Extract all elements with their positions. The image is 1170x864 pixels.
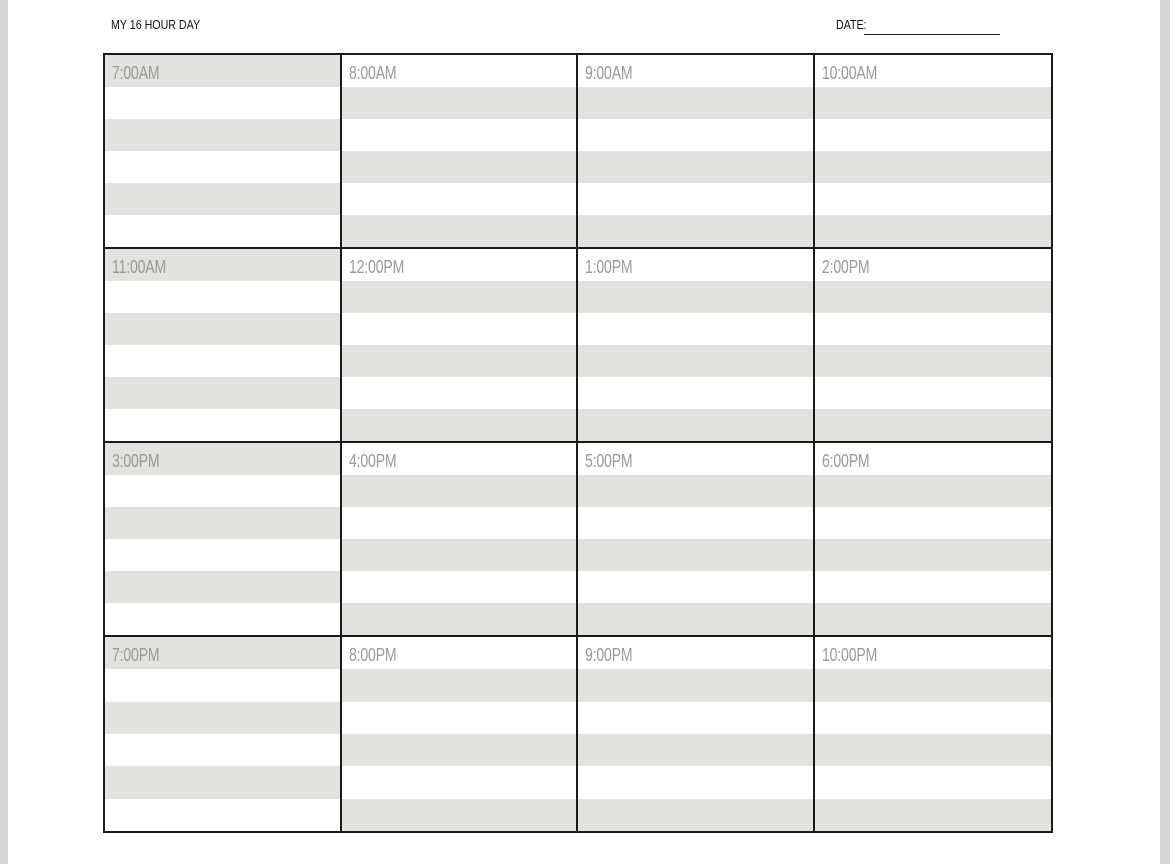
time-slot-label: 8:00PM [348,645,396,665]
writing-line[interactable] [105,151,340,183]
time-slot-cell[interactable] [105,637,342,831]
writing-line[interactable] [578,734,813,766]
writing-line[interactable] [342,799,577,831]
writing-line[interactable] [342,539,577,571]
writing-line[interactable] [342,507,577,539]
time-slot-label: 7:00AM [112,63,160,83]
time-slot-cell[interactable] [342,55,579,249]
time-slot-cell[interactable] [342,249,579,443]
writing-line[interactable] [578,183,813,215]
writing-line[interactable] [815,119,1052,151]
writing-line[interactable] [342,669,577,701]
time-slot-cell[interactable] [342,443,579,637]
writing-line[interactable] [815,669,1052,701]
writing-line[interactable] [342,766,577,798]
time-slot-cell[interactable] [105,55,342,249]
hour-grid [103,53,1053,833]
writing-line[interactable] [815,345,1052,377]
time-slot-cell[interactable] [815,637,1052,831]
writing-line[interactable] [578,377,813,409]
time-slot-label: 5:00PM [585,451,633,471]
writing-line[interactable] [105,313,340,345]
writing-line[interactable] [815,151,1052,183]
time-slot-label: 6:00PM [821,451,869,471]
writing-line[interactable] [105,475,340,507]
writing-line[interactable] [815,539,1052,571]
writing-line[interactable] [815,766,1052,798]
writing-line[interactable] [105,345,340,377]
writing-line[interactable] [578,87,813,119]
writing-line[interactable] [342,313,577,345]
time-slot-cell[interactable] [578,249,815,443]
writing-line[interactable] [342,151,577,183]
writing-line[interactable] [578,669,813,701]
writing-line[interactable] [578,539,813,571]
writing-line[interactable] [105,702,340,734]
writing-line[interactable] [342,734,577,766]
writing-line[interactable] [105,183,340,215]
writing-line[interactable] [105,669,340,701]
writing-line[interactable] [342,603,577,635]
writing-line[interactable] [105,507,340,539]
time-slot-cell[interactable] [815,443,1052,637]
writing-line[interactable] [815,87,1052,119]
writing-line[interactable] [342,87,577,119]
time-slot-label: 1:00PM [585,257,633,277]
writing-line[interactable] [578,571,813,603]
time-slot-label: 9:00AM [585,63,633,83]
time-slot-label: 11:00AM [112,257,167,277]
writing-line[interactable] [578,281,813,313]
time-slot-label: 10:00AM [821,63,877,83]
writing-line[interactable] [105,734,340,766]
writing-line[interactable] [578,409,813,441]
writing-line[interactable] [578,507,813,539]
time-slot-label: 12:00PM [348,257,404,277]
time-slot-label: 10:00PM [821,645,877,665]
writing-line[interactable] [342,345,577,377]
writing-line[interactable] [105,799,340,831]
writing-line[interactable] [815,409,1052,441]
planner-page [8,0,1160,864]
writing-line[interactable] [815,571,1052,603]
writing-line[interactable] [578,766,813,798]
writing-line[interactable] [105,119,340,151]
writing-line[interactable] [578,215,813,247]
time-slot-cell[interactable] [342,637,579,831]
time-slot-cell[interactable] [105,443,342,637]
writing-line[interactable] [578,799,813,831]
page-title: MY 16 HOUR DAY [111,17,201,32]
writing-line[interactable] [342,475,577,507]
date-label: DATE: [836,17,867,32]
time-slot-cell[interactable] [578,55,815,249]
writing-line[interactable] [105,377,340,409]
time-slot-cell[interactable] [578,443,815,637]
writing-line[interactable] [815,313,1052,345]
writing-line[interactable] [105,603,340,635]
writing-line[interactable] [815,734,1052,766]
date-blank-line[interactable] [864,34,1000,35]
writing-line[interactable] [105,215,340,247]
writing-line[interactable] [105,571,340,603]
time-slot-label: 3:00PM [112,451,160,471]
writing-line[interactable] [578,702,813,734]
writing-line[interactable] [815,603,1052,635]
writing-line[interactable] [342,183,577,215]
time-slot-cell[interactable] [815,55,1052,249]
writing-line[interactable] [342,571,577,603]
time-slot-label: 4:00PM [348,451,396,471]
writing-line[interactable] [342,281,577,313]
writing-line[interactable] [578,119,813,151]
writing-line[interactable] [578,151,813,183]
time-slot-label: 9:00PM [585,645,633,665]
writing-line[interactable] [342,215,577,247]
writing-line[interactable] [342,702,577,734]
writing-line[interactable] [342,377,577,409]
writing-line[interactable] [105,766,340,798]
time-slot-label: 8:00AM [348,63,396,83]
writing-line[interactable] [815,475,1052,507]
writing-line[interactable] [105,87,340,119]
writing-line[interactable] [815,799,1052,831]
writing-line[interactable] [342,409,577,441]
writing-line[interactable] [815,183,1052,215]
writing-line[interactable] [815,281,1052,313]
writing-line[interactable] [815,377,1052,409]
time-slot-label: 7:00PM [112,645,160,665]
writing-line[interactable] [105,539,340,571]
writing-line[interactable] [578,313,813,345]
time-slot-cell[interactable] [578,637,815,831]
writing-line[interactable] [815,507,1052,539]
writing-line[interactable] [578,345,813,377]
time-slot-cell[interactable] [105,249,342,443]
time-slot-label: 2:00PM [821,257,869,277]
writing-line[interactable] [578,475,813,507]
writing-line[interactable] [815,215,1052,247]
time-slot-cell[interactable] [815,249,1052,443]
writing-line[interactable] [815,702,1052,734]
writing-line[interactable] [342,119,577,151]
writing-line[interactable] [105,409,340,441]
writing-line[interactable] [105,281,340,313]
writing-line[interactable] [578,603,813,635]
